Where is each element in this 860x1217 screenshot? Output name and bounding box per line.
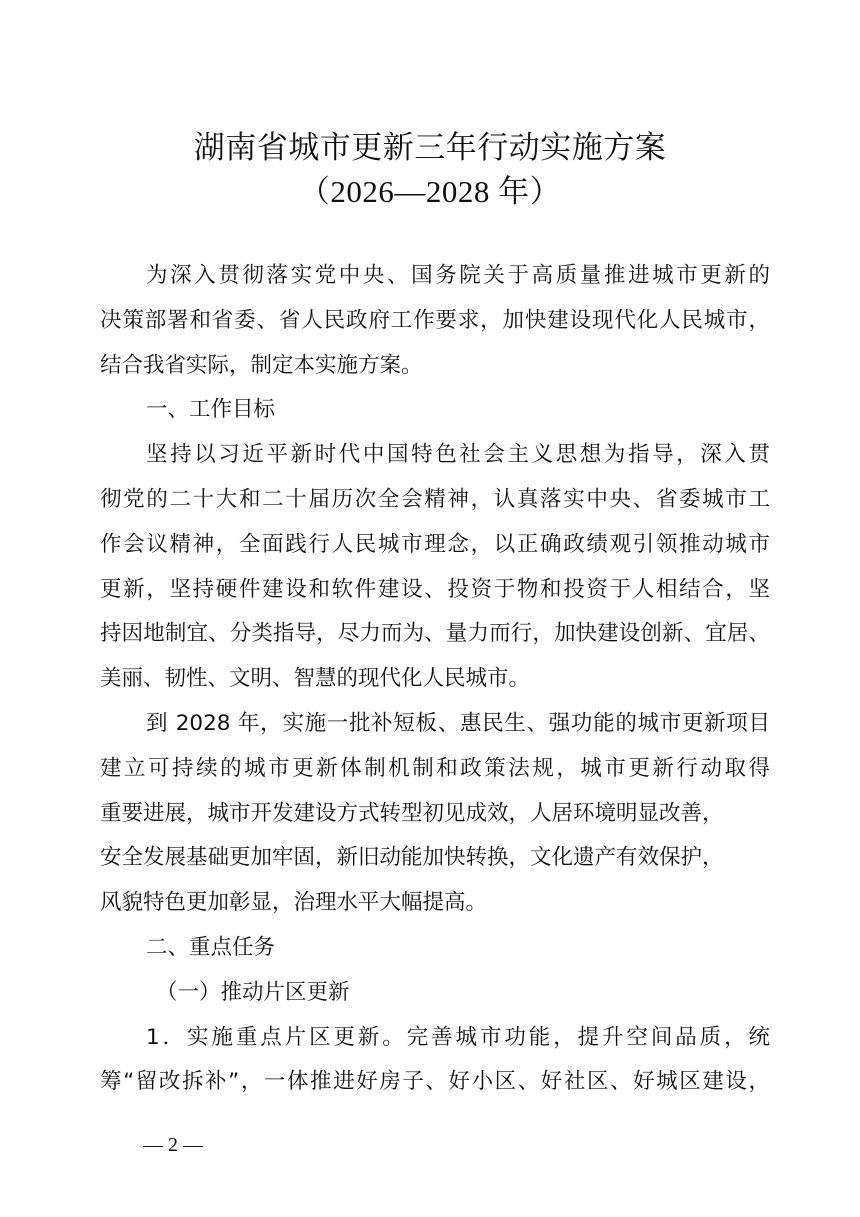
paragraph-intro-line-3: 结合我省实际，制定本实施方案。 xyxy=(100,352,423,378)
section-heading-goals: 一、工作目标 xyxy=(146,397,276,423)
paragraph-task-1-line-1: 1．实施重点片区更新。完善城市功能，提升空间品质，统 xyxy=(146,1024,770,1050)
document-title: 湖南省城市更新三年行动实施方案 xyxy=(193,130,667,166)
paragraph-goals-line-5: 持因地制宜、分类指导，尽力而为、量力而行，加快建设创新、宜居、 xyxy=(100,621,770,647)
paragraph-2028-line-5: 风貌特色更加彰显，治理水平大幅提高。 xyxy=(100,890,488,916)
paragraph-goals-line-2: 彻党的二十大和二十届历次全会精神，认真落实中央、省委城市工 xyxy=(100,486,770,512)
paragraph-2028-line-1: 到 2028 年，实施一批补短板、惠民生、强功能的城市更新项目 xyxy=(146,710,770,736)
paragraph-goals-line-1: 坚持以习近平新时代中国特色社会主义思想为指导，深入贯 xyxy=(146,442,770,468)
paragraph-goals-line-4: 更新，坚持硬件建设和软件建设、投资于物和投资于人相结合，坚 xyxy=(100,576,770,602)
document-body xyxy=(100,254,770,1105)
subsection-heading-district-renewal: （一）推动片区更新 xyxy=(156,979,350,1005)
paragraph-intro-line-2: 决策部署和省委、省人民政府工作要求，加快建设现代化人民城市， xyxy=(100,307,770,333)
paragraph-goals-line-6: 美丽、韧性、文明、智慧的现代化人民城市。 xyxy=(100,666,531,692)
section-heading-tasks: 二、重点任务 xyxy=(146,934,276,960)
paragraph-2028-line-3: 重要进展，城市开发建设方式转型初见成效，人居环境明显改善， xyxy=(100,800,724,826)
paragraph-2028-line-4: 安全发展基础更加牢固，新旧动能加快转换，文化遗产有效保护， xyxy=(100,845,724,871)
paragraph-task-1-line-2: 筹“留改拆补”，一体推进好房子、好小区、好社区、好城区建设， xyxy=(100,1069,770,1095)
paragraph-goals-line-3: 作会议精神，全面践行人民城市理念，以正确政绩观引领推动城市 xyxy=(100,531,770,557)
paragraph-2028-line-2: 建立可持续的城市更新体制机制和政策法规，城市更新行动取得 xyxy=(100,755,770,781)
page-number: — 2 — xyxy=(143,1134,203,1156)
paragraph-intro-line-1: 为深入贯彻落实党中央、国务院关于高质量推进城市更新的 xyxy=(146,263,770,288)
document-subtitle-years: （2026—2028 年） xyxy=(298,174,562,209)
